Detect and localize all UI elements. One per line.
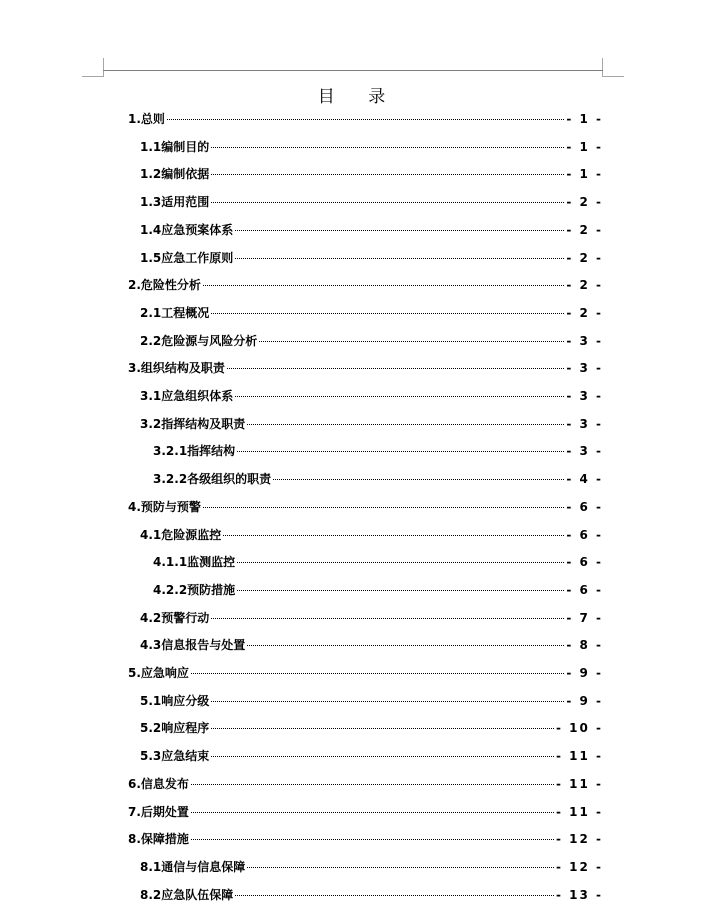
- toc-entry-title: 4.2.2预防措施: [153, 582, 236, 597]
- toc-dot-leader: [211, 147, 564, 148]
- toc-page-number: - 2 -: [566, 195, 603, 210]
- toc-entry-title: 8.2应急队伍保障: [140, 887, 234, 902]
- toc-entry[interactable]: [140, 138, 603, 158]
- toc-page-number: - 3 -: [566, 389, 603, 403]
- toc-dot-leader: [191, 673, 564, 674]
- toc-page-number: - 12 -: [555, 832, 603, 847]
- toc-entry-title: 3.2指挥结构及职责: [140, 416, 246, 431]
- toc-page-number: - 3 -: [566, 416, 603, 431]
- toc-dot-leader: [211, 756, 554, 757]
- toc-entry-title: 1.总则: [128, 112, 165, 126]
- toc-page-number: - 7 -: [566, 610, 603, 625]
- toc-entry[interactable]: [128, 498, 603, 518]
- toc-dot-leader: [235, 895, 554, 896]
- toc-dot-leader: [247, 424, 564, 425]
- toc-dot-leader: [211, 701, 564, 702]
- toc-page-number: - 11 -: [555, 776, 603, 791]
- toc-entry[interactable]: [140, 719, 603, 739]
- toc-entry-title: 2.危险性分析: [128, 278, 201, 293]
- toc-entry-title: 1.1编制目的: [140, 139, 210, 154]
- toc-entry[interactable]: [128, 664, 603, 684]
- toc-dot-leader: [211, 618, 564, 619]
- toc-entry[interactable]: [128, 830, 603, 850]
- toc-dot-leader: [191, 839, 554, 840]
- toc-page-number: - 3 -: [566, 361, 603, 376]
- toc-entry-title: 4.1危险源监控: [140, 527, 222, 542]
- toc-entry-title: 6.信息发布: [128, 776, 189, 791]
- toc-entry-title: 4.预防与预警: [128, 499, 201, 514]
- toc-entry[interactable]: [140, 332, 603, 352]
- toc-entry-title: 1.5应急工作原则: [140, 250, 234, 265]
- toc-entry[interactable]: [140, 858, 603, 878]
- toc-entry-title: 8.1通信与信息保障: [140, 859, 246, 874]
- toc-entry[interactable]: [153, 581, 603, 601]
- toc-page-number: - 10 -: [555, 721, 603, 736]
- toc-page-number: - 12 -: [555, 859, 603, 874]
- toc-dot-leader: [211, 313, 564, 314]
- toc-page-number: - 2 -: [566, 222, 603, 237]
- crop-mark-top-left-horizontal: [82, 76, 104, 77]
- toc-entry-title: 2.1工程概况: [140, 305, 210, 320]
- toc-dot-leader: [211, 728, 554, 729]
- toc-entry[interactable]: [128, 276, 603, 296]
- toc-entry[interactable]: [140, 526, 603, 546]
- toc-dot-leader: [167, 119, 564, 120]
- toc-dot-leader: [235, 396, 564, 397]
- crop-mark-top-right-horizontal: [602, 76, 624, 77]
- toc-entry-title: 7.后期处置: [128, 804, 189, 819]
- toc-page-number: - 6 -: [566, 582, 603, 597]
- toc-dot-leader: [211, 202, 564, 203]
- toc-entry[interactable]: [128, 110, 603, 130]
- toc-page-number: - 11 -: [555, 749, 603, 764]
- toc-dot-leader: [211, 174, 564, 175]
- toc-entry[interactable]: [128, 775, 603, 795]
- toc-entry[interactable]: [128, 359, 603, 379]
- toc-entry[interactable]: [140, 415, 603, 435]
- toc-entry-title: 1.2编制依据: [140, 167, 210, 182]
- toc-page-number: - 11 -: [555, 804, 603, 819]
- toc-entry[interactable]: [140, 165, 603, 185]
- toc-entry[interactable]: [140, 304, 603, 324]
- toc-page-number: - 2 -: [566, 305, 603, 320]
- toc-page-number: - 1 -: [566, 112, 603, 126]
- toc-entry[interactable]: [140, 636, 603, 656]
- toc-dot-leader: [223, 535, 564, 536]
- toc-page-number: - 4 -: [566, 472, 603, 487]
- toc-entry-title: 4.1.1监测监控: [153, 555, 236, 570]
- toc-entry-title: 1.3适用范围: [140, 195, 210, 210]
- toc-dot-leader: [247, 645, 564, 646]
- toc-entry-title: 4.2预警行动: [140, 610, 210, 625]
- toc-page-number: - 2 -: [566, 278, 603, 293]
- toc-entry-title: 8.保障措施: [128, 832, 189, 847]
- toc-entry[interactable]: [140, 692, 603, 712]
- toc-page-number: - 6 -: [566, 555, 603, 570]
- toc-entry-title: 5.2响应程序: [140, 721, 210, 736]
- toc-page-number: - 8 -: [566, 638, 603, 653]
- toc-page-number: - 1 -: [566, 167, 603, 182]
- header-rule: [103, 70, 603, 71]
- toc-entry-title: 1.4应急预案体系: [140, 222, 234, 237]
- toc-dot-leader: [235, 258, 564, 259]
- toc-entry[interactable]: [140, 886, 603, 906]
- toc-dot-leader: [235, 230, 564, 231]
- toc-entry[interactable]: [153, 470, 603, 490]
- toc-entry[interactable]: [140, 221, 603, 241]
- toc-entry-title: 5.3应急结束: [140, 749, 210, 764]
- toc-entry-title: 5.应急响应: [128, 666, 189, 680]
- toc-entry[interactable]: [140, 609, 603, 629]
- toc-entry-title: 3.1应急组织体系: [140, 389, 234, 403]
- toc-entry[interactable]: [140, 747, 603, 767]
- toc-page-number: - 1 -: [566, 139, 603, 154]
- toc-page-number: - 6 -: [566, 499, 603, 514]
- toc-dot-leader: [191, 812, 554, 813]
- toc-entry[interactable]: [153, 442, 603, 462]
- toc-entry-title: 3.2.1指挥结构: [153, 444, 236, 459]
- toc-page-number: - 3 -: [566, 444, 603, 459]
- toc-entry[interactable]: [140, 387, 603, 407]
- toc-entry-title: 3.2.2各级组织的职责: [153, 472, 272, 487]
- toc-dot-leader: [203, 285, 564, 286]
- toc-entry-title: 3.组织结构及职责: [128, 361, 225, 376]
- toc-dot-leader: [273, 479, 564, 480]
- toc-entry-title: 4.3信息报告与处置: [140, 638, 246, 653]
- toc-dot-leader: [247, 867, 554, 868]
- toc-page-number: - 9 -: [566, 693, 603, 708]
- toc-page-number: - 13 -: [555, 887, 603, 902]
- crop-mark-top-right-vertical: [602, 58, 603, 77]
- toc-entry-title: 2.2危险源与风险分析: [140, 333, 258, 348]
- toc-page-number: - 3 -: [566, 333, 603, 348]
- toc-dot-leader: [259, 341, 564, 342]
- toc-entry[interactable]: [140, 193, 603, 213]
- toc-page-number: - 2 -: [566, 250, 603, 265]
- toc-dot-leader: [237, 590, 564, 591]
- crop-mark-top-left-vertical: [103, 58, 104, 77]
- toc-entry[interactable]: [153, 553, 603, 573]
- toc-dot-leader: [203, 507, 564, 508]
- toc-dot-leader: [191, 784, 554, 785]
- toc-entry[interactable]: [128, 803, 603, 823]
- toc-title: 目 录: [317, 87, 400, 107]
- toc-dot-leader: [227, 368, 564, 369]
- toc-dot-leader: [237, 451, 564, 452]
- toc-page-number: - 9 -: [566, 666, 603, 680]
- toc-page-number: - 6 -: [566, 527, 603, 542]
- toc-entry[interactable]: [140, 249, 603, 269]
- toc-dot-leader: [237, 562, 564, 563]
- toc-entry-title: 5.1响应分级: [140, 693, 210, 708]
